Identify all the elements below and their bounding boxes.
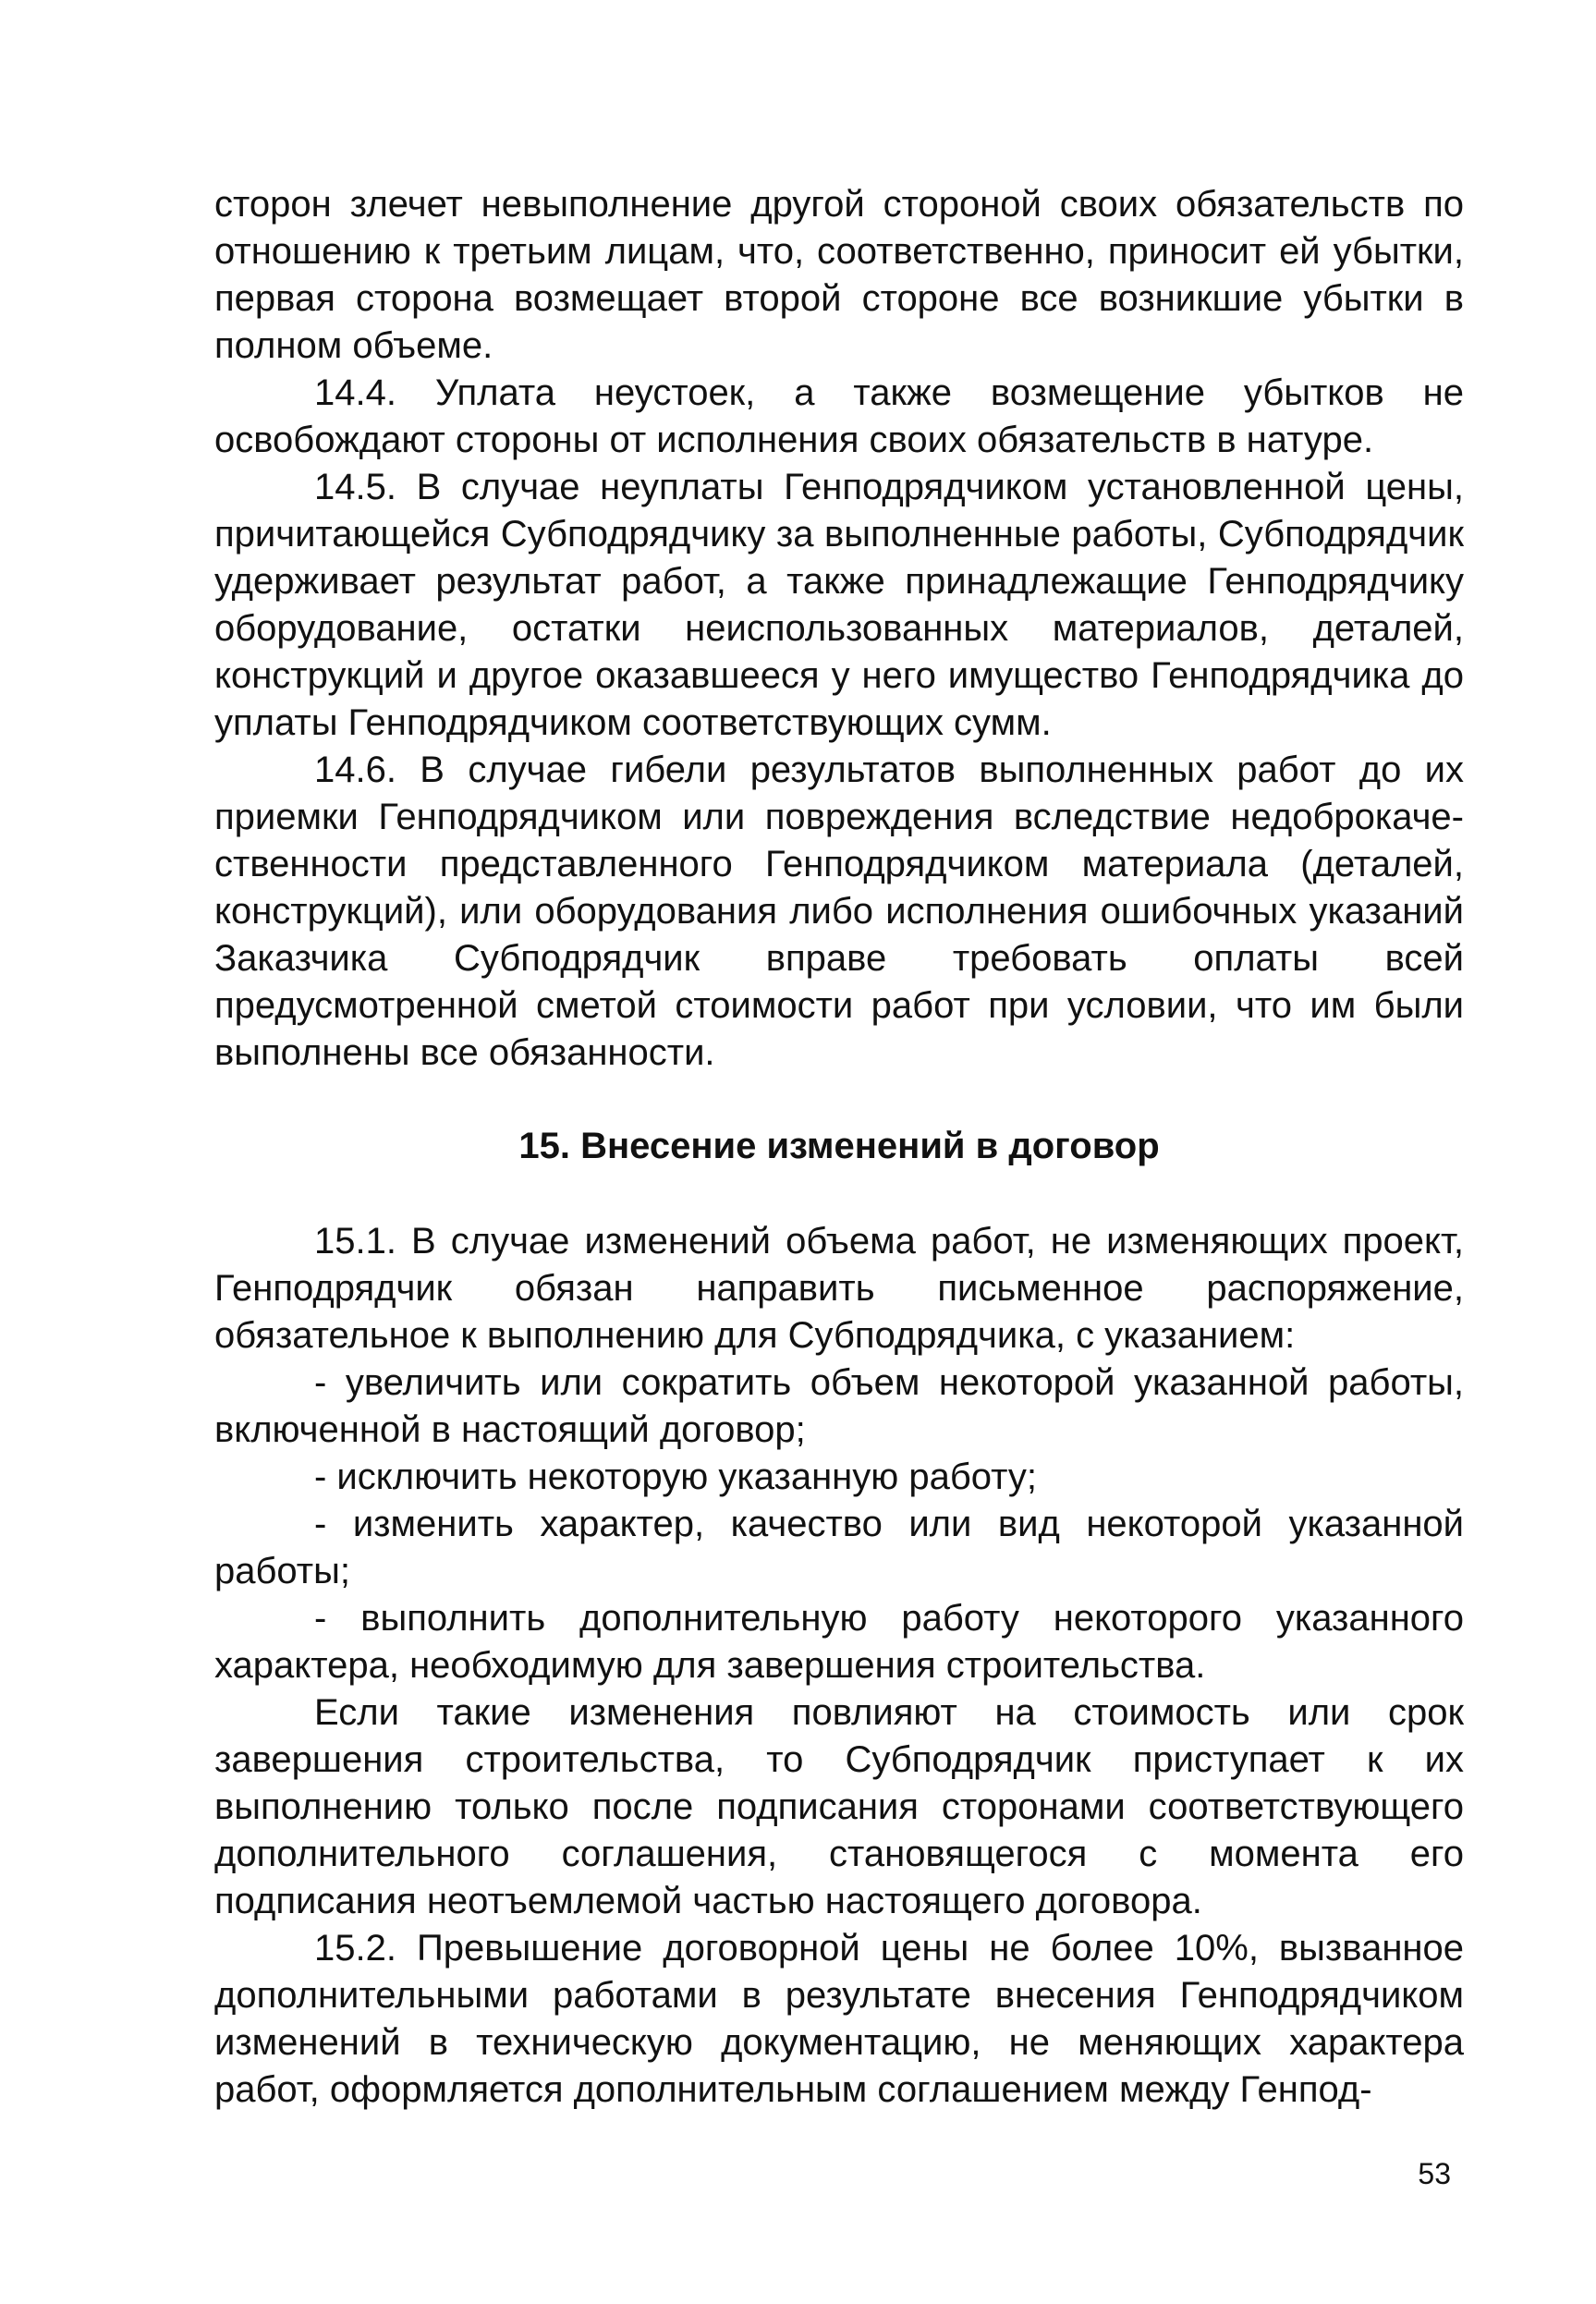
paragraph-continuation: сторон злечет невыполнение другой стороной своих обязательств по отношению к третьим лицам, что, соответственно, приносит ей убытки, первая сторона возмещает второй стороне все возникшие убытки в полном объеме.: [214, 184, 1464, 366]
page-number: 53: [1418, 2157, 1451, 2190]
paragraph-if-changes: Если такие изменения повлияют на стоимость или срок завершения строительства, то Субподрядчик приступает к их выполнению только после подписания сторонами соответствующего дополнительного соглашения, становящегося с момента его подписания неотъемлемой частью настоящего договора.: [214, 1692, 1464, 1921]
list-item-exclude: - исключить некоторую указанную работу;: [314, 1457, 1038, 1497]
paragraph-15-2: 15.2. Превышение договорной цены не более 10%, вызванное дополнительными работами в результате внесения Генподрядчиком изменений в техническую документацию, не меняющих характера работ, оформляется дополнительным соглашением между Генпод-: [214, 1928, 1464, 2110]
paragraph-15-1: 15.1. В случае изменений объема работ, не изменяющих проект, Генподрядчик обязан направить письменное распоряжение, обязательное к выполнению для Субподрядчика, с указанием:: [214, 1221, 1464, 1356]
section-heading-15: 15. Внесение изменений в договор: [518, 1126, 1160, 1166]
list-item-additional-work: - выполнить дополнительную работу некоторого указанного характера, необходимую для завершения строительства.: [214, 1598, 1464, 1686]
paragraph-14-4: 14.4. Уплата неустоек, а также возмещение убытков не освобождают стороны от исполнения своих обязательств в натуре.: [214, 372, 1464, 460]
page-body-text: [214, 181, 1464, 2114]
list-item-increase-reduce: - увеличить или сократить объем некоторой указанной работы, включенной в настоящий договор;: [214, 1362, 1464, 1450]
paragraph-14-5: 14.5. В случае неуплаты Генподрядчиком установленной цены, причитающейся Субподрядчику за выполненные работы, Субподрядчик удерживает результат работ, а также принадлежащие Генподрядчику оборудование, остатки неиспользованных материалов, деталей, конструкций и другое оказавшееся у него имущество Генподрядчика до уплаты Генподрядчиком соответствующих сумм.: [214, 467, 1464, 743]
list-item-change-character: - изменить характер, качество или вид некоторой указанной работы;: [214, 1504, 1464, 1591]
paragraph-14-6: 14.6. В случае гибели результатов выполненных работ до их приемки Генподрядчиком или повреждения вследствие недоброкаче-ственности представленного Генподрядчиком материала (деталей, конструкций), или оборудования либо исполнения ошибочных указаний Заказчика Субподрядчик вправе требовать оплаты всей предусмотренной сметой стоимости работ при условии, что им были выполнены все обязанности.: [214, 750, 1464, 1073]
